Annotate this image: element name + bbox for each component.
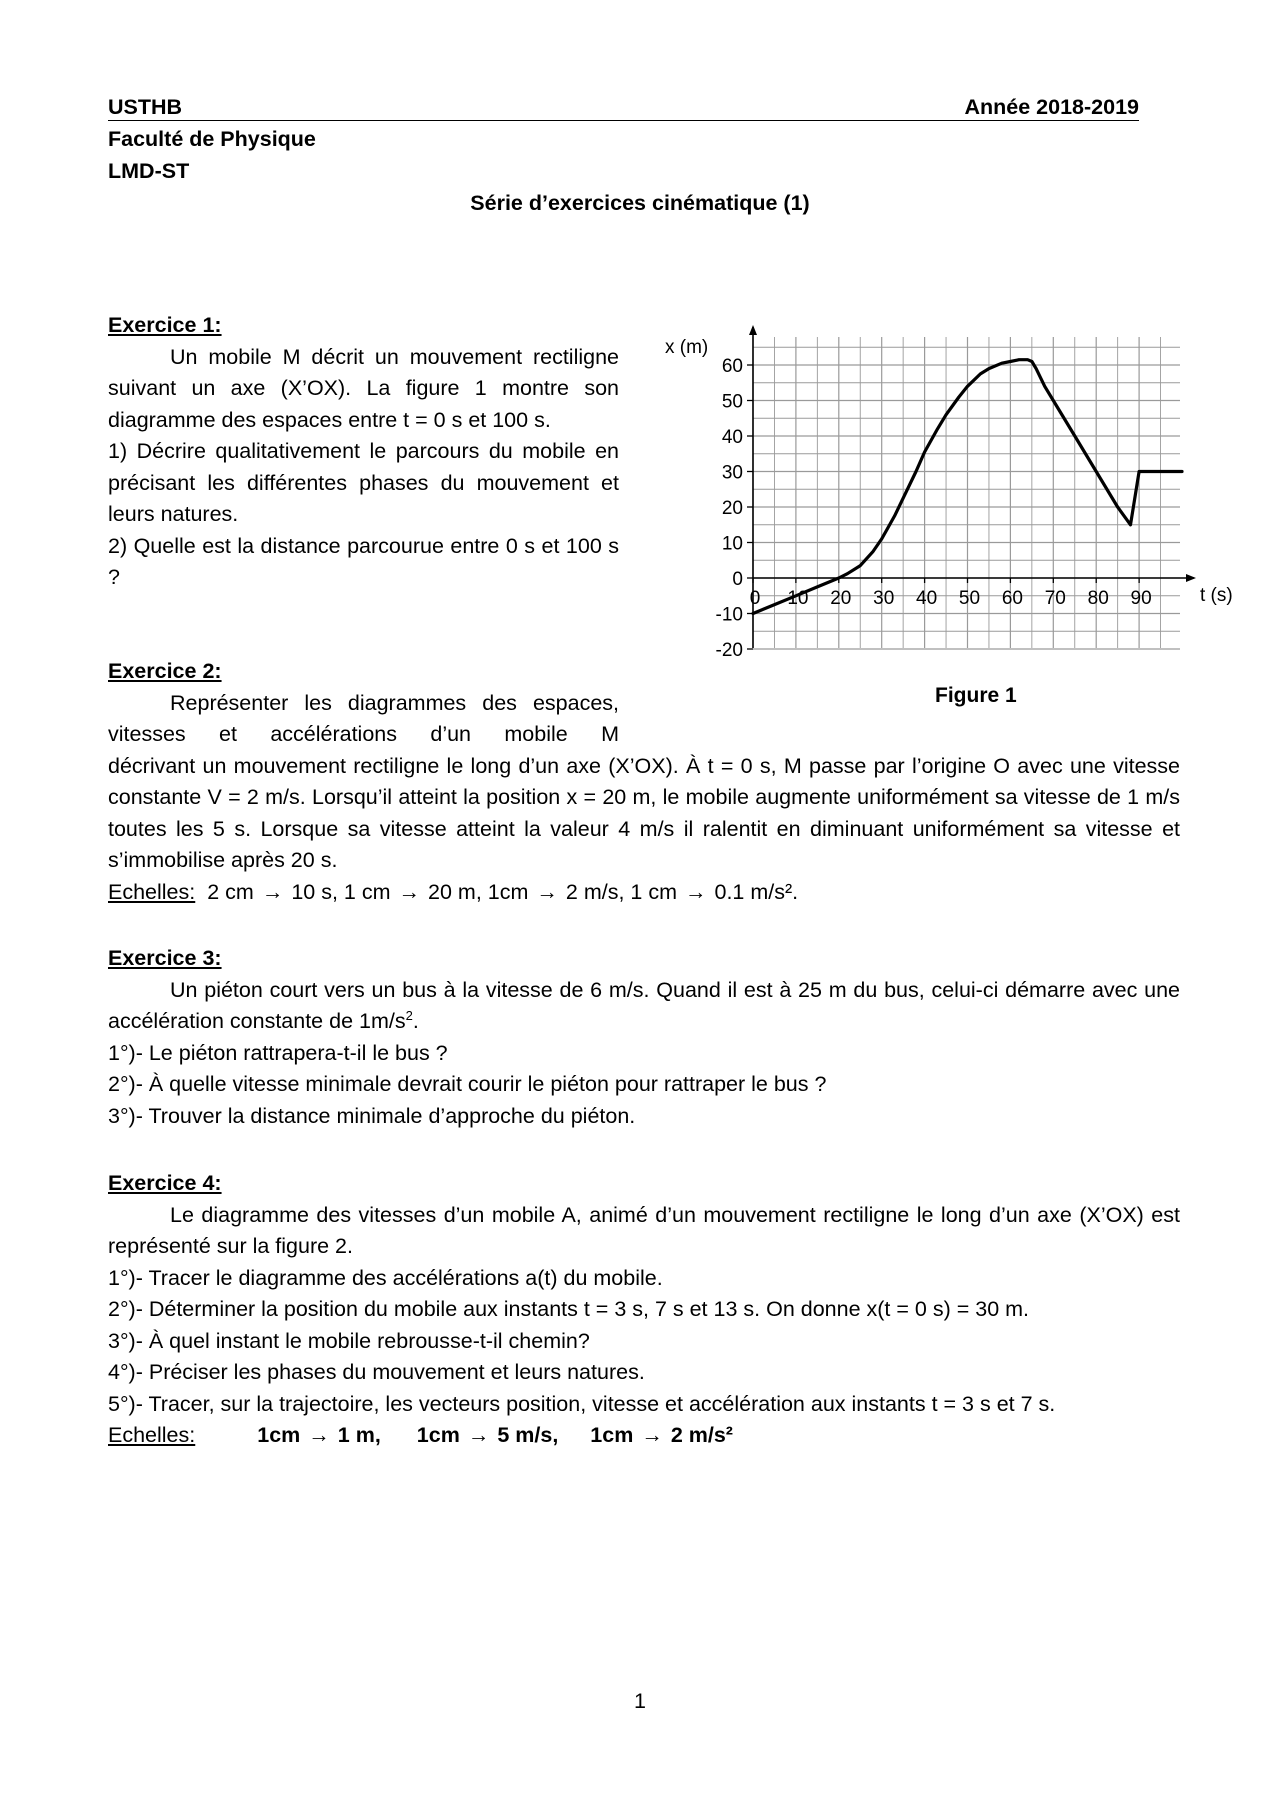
x-axis-label: t (s) xyxy=(1200,585,1233,606)
y-tick-label: -10 xyxy=(715,604,743,626)
y-tick-label: 30 xyxy=(721,462,743,484)
exercise-2-paragraph-narrow: Représenter les diagrammes des espaces, vitesses et accélérations d’un mobile M xyxy=(108,690,619,746)
scale-2-value: 5 m/s, xyxy=(497,1423,559,1447)
y-axis-label: x (m) xyxy=(665,337,709,358)
y-tick-label: -20 xyxy=(715,640,743,661)
header-rule xyxy=(108,120,1139,121)
exercise-3 xyxy=(108,943,1180,1132)
university-name: USTHB xyxy=(108,95,183,119)
y-tick-label: 50 xyxy=(721,391,743,413)
figure-1-caption: Figure 1 xyxy=(935,684,1017,707)
arrow-icon: → xyxy=(685,879,707,904)
x-tick-label: 40 xyxy=(916,588,938,609)
exponent: 2 xyxy=(405,1007,413,1023)
exercise-2 xyxy=(108,656,1180,908)
exercise-3-heading: Exercice 3: xyxy=(108,946,222,970)
scale-1-value: 10 s, 1 cm xyxy=(291,879,391,904)
x-tick-label: 30 xyxy=(873,588,895,609)
arrow-icon: → xyxy=(641,1423,663,1447)
scale-3-value: 2 m/s² xyxy=(670,1423,733,1447)
exercise-3-paragraph-text: Un piéton court vers un bus à la vitesse de 6 m/s. Quand il est à 25 m du bus, celui-ci démarre avec une accélération constante de 1m/s xyxy=(108,977,1180,1033)
exercise-2-paragraph: décrivant un mouvement rectiligne le long d’un axe (X’OX). À t = 0 s, M passe par l’origine O avec une vitesse constante V = 2 m/s. Lorsqu’il atteint la position x = 20 m, le mobile augmente uniformément sa vitesse de 1 m/s toutes les 5 s. Lorsque sa vitesse atteint la valeur 4 m/s il ralentit en diminuant uniformément sa vitesse et s’immobilise après 20 s. xyxy=(108,753,1180,872)
y-tick-label: 0 xyxy=(732,569,743,590)
academic-year: Année 2018-2019 xyxy=(964,95,1139,119)
y-tick-label: 20 xyxy=(721,498,743,519)
x-tick-label: 70 xyxy=(1044,588,1066,609)
scale-1-value: 1 m, xyxy=(337,1423,381,1447)
program-name: LMD-ST xyxy=(108,159,190,183)
chart-ticks xyxy=(716,356,1152,661)
exercise-4-heading: Exercice 4: xyxy=(108,1171,222,1195)
exercise-3-question-1: 1°)- Le piéton rattrapera-t-il le bus ? xyxy=(108,1040,448,1065)
scale-3-length: 1cm xyxy=(590,1423,634,1447)
exercise-1-question-2: 2) Quelle est la distance parcourue entre 0 s et 100 s ? xyxy=(108,533,619,589)
x-tick-label: 10 xyxy=(787,588,809,609)
arrow-icon: → xyxy=(398,879,421,904)
arrow-icon: → xyxy=(261,879,284,904)
x-tick-label: 50 xyxy=(958,588,981,609)
page-number: 1 xyxy=(634,1689,646,1713)
exercise-4-question-5: 5°)- Tracer, sur la trajectoire, les vecteurs position, vitesse et accélération aux instants t = 3 s et 7 s. xyxy=(108,1391,1056,1416)
faculty-name: Faculté de Physique xyxy=(108,127,316,151)
y-axis-arrow-icon xyxy=(749,325,757,335)
exercise-3-question-2: 2°)- À quelle vitesse minimale devrait courir le piéton pour rattraper le bus ? xyxy=(108,1072,827,1096)
x-tick-label: 80 xyxy=(1087,588,1109,609)
exercise-3-question-3: 3°)- Trouver la distance minimale d’approche du piéton. xyxy=(108,1103,636,1128)
exercise-4-question-3: 3°)- À quel instant le mobile rebrousse-t-il chemin? xyxy=(108,1328,590,1353)
x-tick-label: 20 xyxy=(830,588,852,609)
exercise-2-scales xyxy=(108,877,1180,909)
scale-4-value: 0.1 m/s². xyxy=(714,879,799,904)
exercise-4 xyxy=(108,1168,1180,1452)
scale-3-value: 2 m/s, 1 cm xyxy=(565,879,677,904)
scale-1-length: 1cm xyxy=(257,1423,301,1447)
scale-1-time: 2 cm xyxy=(207,879,254,904)
exercise-2-heading: Exercice 2: xyxy=(108,659,222,683)
y-tick-label: 10 xyxy=(721,533,743,555)
arrow-icon: → xyxy=(467,1423,490,1447)
exercise-3-paragraph-end: . xyxy=(412,1009,419,1033)
x-tick-label: 90 xyxy=(1130,588,1152,609)
exercise-1-paragraph: Un mobile M décrit un mouvement rectiligne suivant un axe (X’OX). La figure 1 montre son diagramme des espaces entre t = 0 s et 100 s. xyxy=(108,344,619,432)
arrow-icon: → xyxy=(308,1423,330,1447)
x-tick-label: 0 xyxy=(749,588,761,609)
exercise-4-question-1: 1°)- Tracer le diagramme des accélérations a(t) du mobile. xyxy=(108,1265,663,1290)
scale-2-value: 20 m, 1cm xyxy=(428,879,529,904)
exercise-4-paragraph: Le diagramme des vitesses d’un mobile A, animé d’un mouvement rectiligne le long d’un axe (X’OX) est représenté sur la figure 2. xyxy=(108,1202,1180,1258)
scale-2-length: 1cm xyxy=(416,1423,460,1447)
page-title: Série d’exercices cinématique (1) xyxy=(470,191,810,215)
y-tick-label: 60 xyxy=(721,356,743,377)
exercise-1 xyxy=(108,310,619,594)
exercise-4-question-4: 4°)- Préciser les phases du mouvement et leurs natures. xyxy=(108,1360,645,1384)
exercise-1-question-1: 1) Décrire qualitativement le parcours du mobile en précisant les différentes phases du mouvement et leurs natures. xyxy=(108,439,619,526)
y-tick-label: 40 xyxy=(721,427,743,448)
exercise-4-question-2: 2°)- Déterminer la position du mobile aux instants t = 3 s, 7 s et 13 s. On donne x(t = 0 s) = 30 m. xyxy=(108,1297,1030,1321)
arrow-icon: → xyxy=(536,879,558,904)
exercise-4-scales xyxy=(108,1420,1180,1452)
x-axis-arrow-icon xyxy=(1186,574,1196,582)
exercise-1-heading: Exercice 1: xyxy=(108,313,222,337)
exercise-4-scales-label: Echelles: xyxy=(108,1423,196,1447)
exercise-2-scales-label: Echelles: xyxy=(108,879,196,904)
x-tick-label: 60 xyxy=(1001,588,1023,609)
exercise-3-paragraph xyxy=(108,975,1180,1038)
